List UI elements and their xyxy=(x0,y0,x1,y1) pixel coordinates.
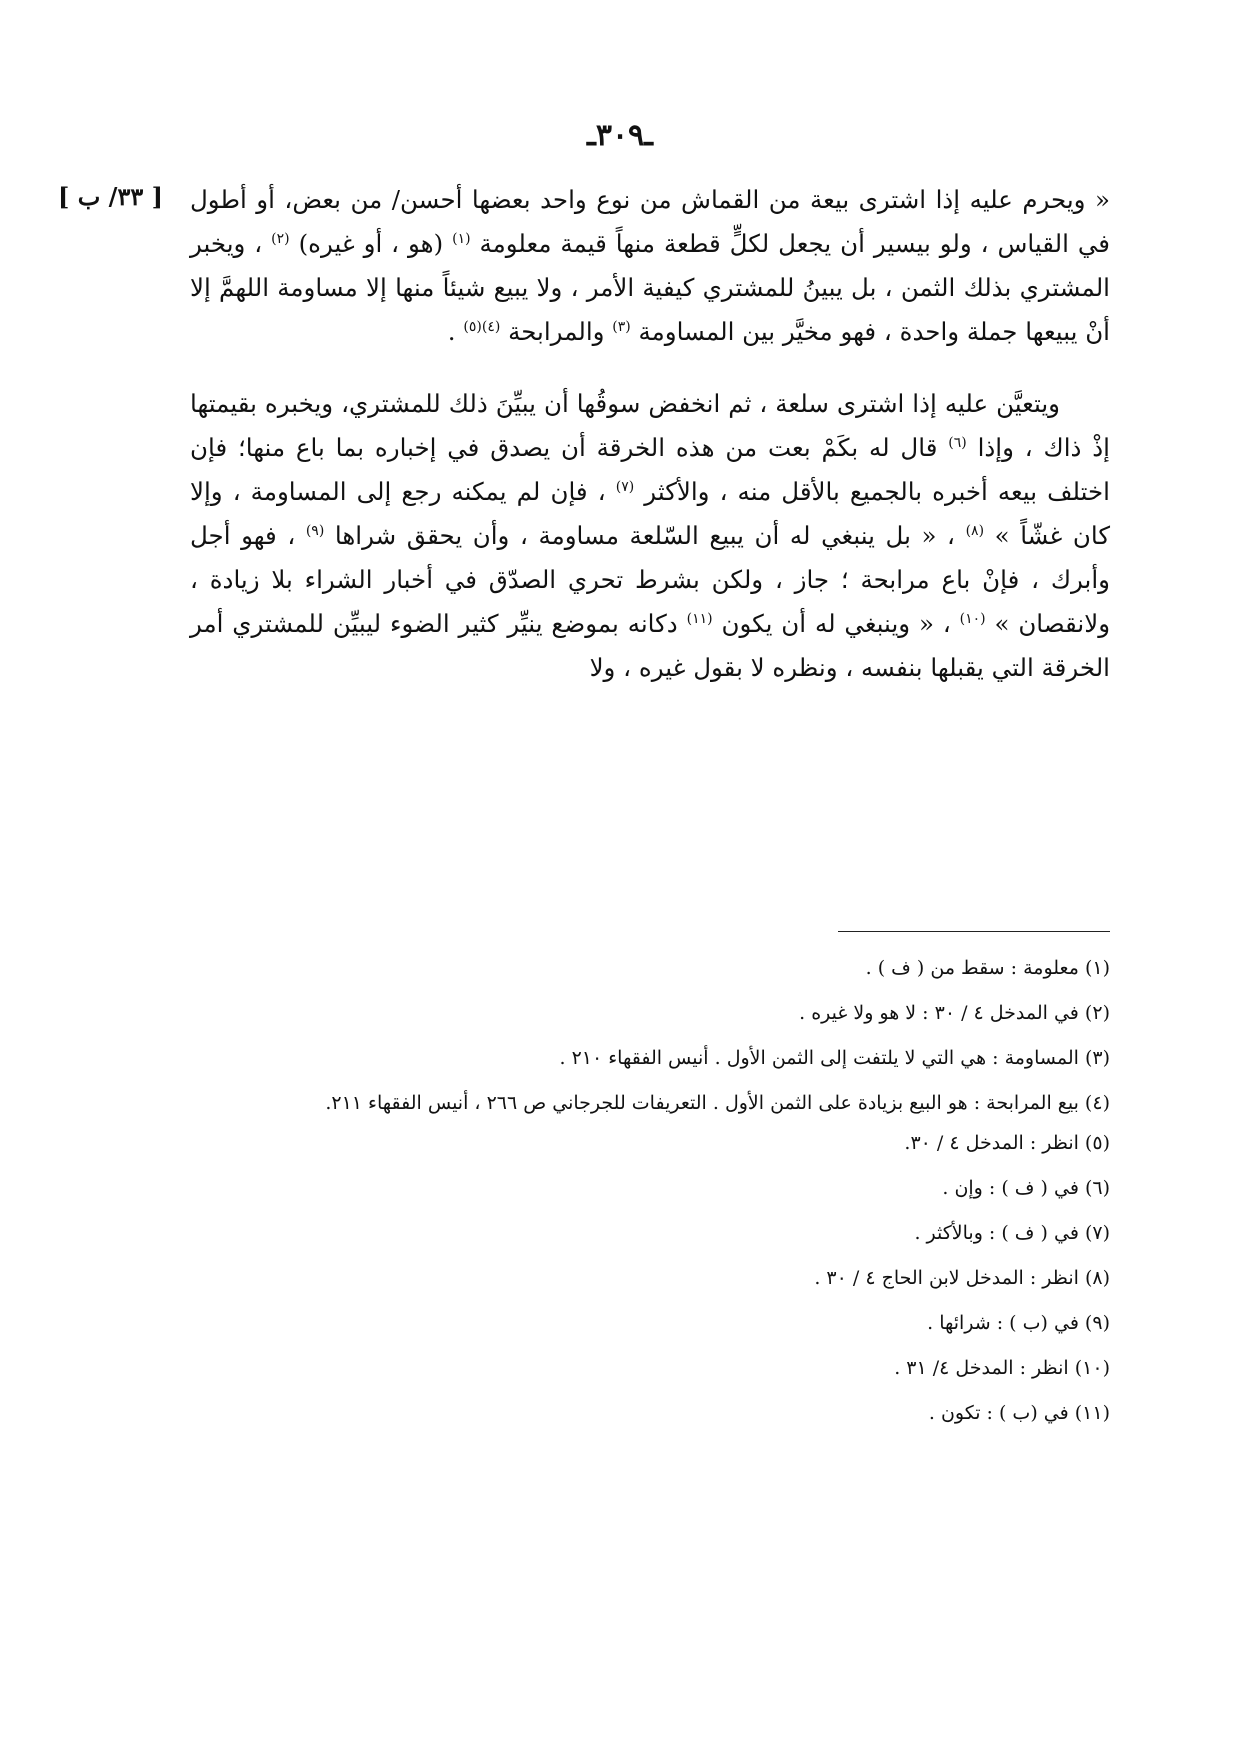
footnote-marker: (٢) xyxy=(271,230,290,247)
footnote: (٨) انظر : المدخل لابن الحاج ٤ / ٣٠ . xyxy=(814,1267,1110,1289)
text-run: دكانه بموضع ينيِّر كثير الضوء ليبيِّن للمشتري أمر الخرقة التي يقبلها بنفسه ، ونظره لا بقول غيره ، ولا xyxy=(190,609,1110,682)
paragraph-1 xyxy=(190,178,1110,354)
footnote-marker: (٩) xyxy=(305,522,325,539)
footnote-marker: (٧) xyxy=(615,478,635,495)
footnote: (١١) في (ب ) : تكون . xyxy=(928,1402,1110,1424)
footnote: (٥) انظر : المدخل ٤ / ٣٠. xyxy=(904,1132,1110,1154)
footnote: (٦) في ( ف ) : وإن . xyxy=(942,1177,1110,1199)
text-run: قال له بكَمْ بعت من هذه الخرقة أن يصدق في إخباره بما باع منها؛ فإن اختلف بيعه أخبره بالجميع بالأقل منه ، والأكثر xyxy=(190,433,1110,506)
footnote: (١٠) انظر : المدخل ٤/ ٣١ . xyxy=(894,1357,1110,1379)
footnote: (٧) في ( ف ) : وبالأكثر . xyxy=(914,1222,1110,1244)
footnote-marker: (٣) xyxy=(612,318,631,335)
footnote: (٤) بيع المرابحة : هو البيع بزيادة على الثمن الأول . التعريفات للجرجاني ص ٢٦٦ ، أنيس الفقهاء ٢١١. xyxy=(325,1092,1110,1114)
text-run: ، ويخبر المشتري بذلك الثمن ، بل يبينُ للمشتري كيفية الأمر ، ولا يبيع شيئاً منها إلا مساومة اللهمَّ إلا أنْ يبيعها جملة واحدة ، فهو مخيَّر بين المساومة xyxy=(190,229,1110,346)
footnote-marker: (٤)(٥) xyxy=(463,318,501,335)
footnote: (٢) في المدخل ٤ / ٣٠ : لا هو ولا غيره . xyxy=(799,1002,1110,1024)
footnote-marker: (١) xyxy=(452,230,471,247)
text-run: أو أطول في القياس ، ولو بيسير أن يجعل لكلٍّ قطعة منهاً قيمة معلومة xyxy=(190,185,1110,258)
text-run: ، فإن لم يمكنه رجع إلى المساومة ، وإلا كان غشّاً » xyxy=(190,477,1111,550)
footnote-separator xyxy=(838,931,1110,932)
footnote: (٣) المساومة : هي التي لا يلتفت إلى الثمن الأول . أنيس الفقهاء ٢١٠ . xyxy=(559,1047,1110,1069)
main-text xyxy=(190,178,1110,690)
footnote-marker: (١٠) xyxy=(959,610,986,627)
text-run: والمرابحة xyxy=(508,317,605,346)
paragraph-2 xyxy=(190,382,1110,690)
manuscript-folio-reference: [ ٣٣/ ب ] xyxy=(58,182,163,211)
text-run: . xyxy=(447,317,456,346)
footnote-marker: (١١) xyxy=(686,610,713,627)
text-run: ، « بل ينبغي له أن يبيع السّلعة مساومة ، وأن يحقق شراها xyxy=(334,521,955,550)
footnotes xyxy=(190,956,1110,1446)
text-run: « ويحرم عليه إذا اشترى بيعة من القماش من نوع واحد بعضها أحسن/ من بعض، xyxy=(284,185,1110,214)
page-number: ـ٣٠٩ـ xyxy=(587,118,653,153)
text-run: ويتعيَّن عليه إذا اشترى سلعة ، ثم انخفض سوقُها أن يبيِّنَ ذلك للمشتري، ويخبره بقيمتها إذْ ذاك ، وإذا xyxy=(190,389,1110,462)
text-run: (هو ، أو غيره) xyxy=(298,229,444,258)
footnote: (١) معلومة : سقط من ( ف ) . xyxy=(865,957,1110,979)
footnote-marker: (٨) xyxy=(965,522,985,539)
footnote-marker: (٦) xyxy=(948,434,967,451)
text-run: ، « وينبغي له أن يكون xyxy=(721,609,951,638)
text-run: ، فهو أجل وأبرك ، فإنْ باع مرابحة ؛ جاز ، ولكن بشرط تحري الصدّق في أخبار الشراء بلا زيادة ، ولانقصان » xyxy=(190,521,1111,638)
footnote: (٩) في (ب ) : شرائها . xyxy=(927,1312,1110,1334)
